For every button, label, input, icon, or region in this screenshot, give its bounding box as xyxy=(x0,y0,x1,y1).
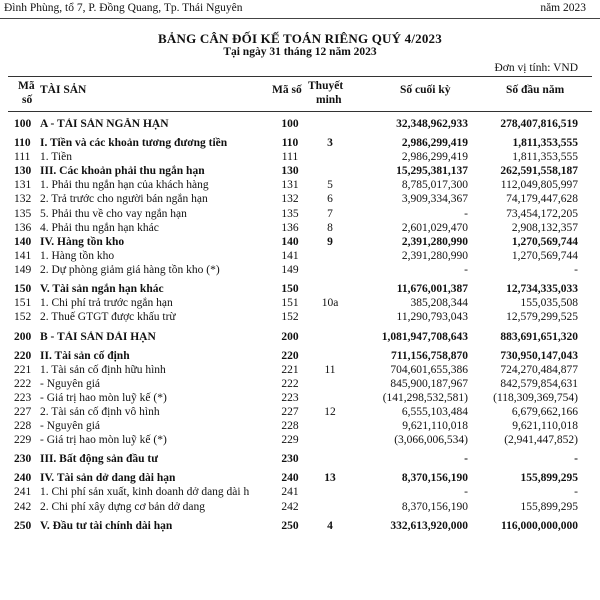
row-ma-so: 222 xyxy=(281,377,299,390)
col-header-thuyet-minh-line1: Thuyết xyxy=(308,80,344,92)
row-ma-so: 227 xyxy=(281,405,299,418)
row-ma-so: 223 xyxy=(281,391,299,404)
table-row xyxy=(0,364,600,378)
row-ma-so: 100 xyxy=(281,118,299,130)
table-row xyxy=(0,236,600,250)
row-so-cuoi-ky: - xyxy=(464,486,468,499)
table-row xyxy=(0,501,600,515)
row-so-dau-nam: 883,691,651,320 xyxy=(500,330,578,343)
row-so-dau-nam: 155,035,508 xyxy=(520,297,578,310)
row-code: 130 xyxy=(14,165,32,178)
row-code: 221 xyxy=(14,363,32,376)
row-ma-so: 230 xyxy=(281,453,299,466)
row-so-cuoi-ky: 2,986,299,419 xyxy=(401,151,468,163)
row-so-cuoi-ky: 11,290,793,043 xyxy=(396,311,468,324)
row-so-dau-nam: 112,049,805,997 xyxy=(500,179,578,192)
row-so-cuoi-ky: 32,348,962,933 xyxy=(396,118,468,130)
row-thuyet-minh: 9 xyxy=(327,235,333,248)
row-code: 222 xyxy=(14,377,32,390)
row-so-cuoi-ky: (3,066,006,534) xyxy=(394,434,468,447)
row-so-cuoi-ky: 2,601,029,470 xyxy=(401,221,468,234)
table-row xyxy=(0,151,600,165)
table-row xyxy=(0,392,600,406)
row-ma-so: 135 xyxy=(281,207,299,220)
col-header-ma-so-line2: số xyxy=(22,94,33,106)
page-subtitle: Tại ngày 31 tháng 12 năm 2023 xyxy=(223,46,377,58)
row-item-name: 2. Chi phí xây dựng cơ bản dở dang xyxy=(40,500,205,513)
row-code: 152 xyxy=(14,311,32,324)
row-code: 131 xyxy=(14,179,32,192)
table-row xyxy=(0,193,600,207)
row-ma-so: 229 xyxy=(281,434,299,447)
page-title: BẢNG CÂN ĐỐI KẾ TOÁN RIÊNG QUÝ 4/2023 xyxy=(158,31,442,46)
row-thuyet-minh: 7 xyxy=(327,207,333,220)
row-thuyet-minh: 12 xyxy=(324,405,336,418)
row-so-cuoi-ky: 8,370,156,190 xyxy=(401,472,468,485)
table-header-bottom-rule xyxy=(8,111,592,112)
table-row xyxy=(0,250,600,264)
row-item-name: 2. Trả trước cho người bán ngắn hạn xyxy=(40,193,208,206)
row-item-name: I. Tiền và các khoản tương đương tiền xyxy=(40,137,228,149)
row-ma-so: 149 xyxy=(281,264,299,277)
row-code: 150 xyxy=(14,283,32,296)
row-so-cuoi-ky: 1,081,947,708,643 xyxy=(381,330,468,343)
row-ma-so: 150 xyxy=(281,283,299,296)
balance-sheet-table-body xyxy=(0,113,600,534)
col-header-so-cuoi-ky: Số cuối kỳ xyxy=(400,84,451,96)
col-header-tai-san: TÀI SẢN xyxy=(40,84,87,96)
row-thuyet-minh: 4 xyxy=(327,519,333,532)
row-so-cuoi-ky: 704,601,655,386 xyxy=(390,363,468,376)
header-divider xyxy=(0,18,600,19)
row-so-dau-nam: 9,621,110,018 xyxy=(512,420,578,433)
row-so-dau-nam: (2,941,447,852) xyxy=(504,434,578,447)
row-item-name: II. Tài sản cố định xyxy=(40,349,130,362)
col-header-so-dau-nam: Số đầu năm xyxy=(506,84,565,96)
row-so-cuoi-ky: - xyxy=(464,207,468,220)
row-code: 223 xyxy=(14,391,32,404)
row-so-dau-nam: 74,179,447,628 xyxy=(506,193,578,206)
row-item-name: - Giá trị hao mòn luỹ kế (*) xyxy=(40,434,167,447)
currency-unit: Đơn vị tính: VND xyxy=(494,62,578,74)
row-ma-so: 141 xyxy=(281,249,299,262)
row-so-dau-nam: 155,899,295 xyxy=(520,500,578,513)
row-so-dau-nam: 116,000,000,000 xyxy=(501,519,578,532)
row-ma-so: 241 xyxy=(281,486,299,499)
row-ma-so: 240 xyxy=(281,472,299,485)
row-item-name: 4. Phải thu ngắn hạn khác xyxy=(40,221,159,234)
table-row xyxy=(0,222,600,236)
row-ma-so: 151 xyxy=(281,297,299,310)
row-code: 149 xyxy=(14,264,32,277)
row-thuyet-minh: 13 xyxy=(324,472,336,485)
table-row xyxy=(0,264,600,278)
row-ma-so: 152 xyxy=(281,311,299,324)
row-so-cuoi-ky: 845,900,187,967 xyxy=(390,377,468,390)
table-row xyxy=(0,165,600,179)
row-ma-so: 132 xyxy=(281,193,299,206)
row-so-dau-nam: 12,734,335,033 xyxy=(506,283,578,296)
row-ma-so: 130 xyxy=(281,165,299,178)
table-row xyxy=(0,208,600,222)
row-item-name: 1. Chi phí trả trước ngắn hạn xyxy=(40,297,173,310)
table-header xyxy=(0,76,600,112)
row-code: 241 xyxy=(14,486,32,499)
row-so-dau-nam: 1,270,569,744 xyxy=(511,249,578,262)
row-so-dau-nam: 155,899,295 xyxy=(520,472,578,485)
table-row xyxy=(0,378,600,392)
table-row xyxy=(0,434,600,448)
row-item-name: 2. Thuế GTGT được khấu trừ xyxy=(40,311,176,324)
row-so-dau-nam: 730,950,147,043 xyxy=(500,349,578,362)
row-so-cuoi-ky: 8,370,156,190 xyxy=(401,500,468,513)
row-so-cuoi-ky: - xyxy=(464,453,468,466)
row-so-cuoi-ky: 6,555,103,484 xyxy=(401,405,468,418)
row-so-cuoi-ky: 2,986,299,419 xyxy=(401,137,468,149)
row-ma-so: 110 xyxy=(281,137,299,149)
table-row xyxy=(0,486,600,500)
row-code: 132 xyxy=(14,193,32,206)
row-thuyet-minh: 5 xyxy=(327,179,333,192)
table-row xyxy=(0,448,600,467)
row-so-dau-nam: 262,591,558,187 xyxy=(500,165,578,178)
row-item-name: IV. Tài sản dở dang dài hạn xyxy=(40,472,176,485)
row-ma-so: 228 xyxy=(281,420,299,433)
table-row xyxy=(0,297,600,311)
row-code: 151 xyxy=(14,297,32,310)
row-code: 228 xyxy=(14,420,32,433)
row-thuyet-minh: 3 xyxy=(327,137,333,149)
row-item-name: 1. Phải thu ngắn hạn của khách hàng xyxy=(40,179,209,192)
row-so-dau-nam: 6,679,662,166 xyxy=(511,405,578,418)
row-so-dau-nam: 842,579,854,631 xyxy=(500,377,578,390)
row-item-name: 2. Tài sản cố định vô hình xyxy=(40,405,160,418)
row-thuyet-minh: 8 xyxy=(327,221,333,234)
table-row xyxy=(0,278,600,297)
row-item-name: - Nguyên giá xyxy=(40,420,101,433)
row-ma-so: 140 xyxy=(281,235,299,248)
row-so-dau-nam: 12,579,299,525 xyxy=(506,311,578,324)
row-so-cuoi-ky: 385,208,344 xyxy=(410,297,468,310)
row-code: 227 xyxy=(14,405,32,418)
row-item-name: - Giá trị hao mòn luỹ kế (*) xyxy=(40,391,167,404)
table-row xyxy=(0,345,600,364)
row-item-name: B - TÀI SẢN DÀI HẠN xyxy=(40,330,156,343)
row-code: 240 xyxy=(14,472,32,485)
row-code: 111 xyxy=(14,151,31,163)
row-so-dau-nam: 1,811,353,555 xyxy=(512,137,578,149)
row-code: 230 xyxy=(14,453,32,466)
row-code: 110 xyxy=(14,137,31,149)
row-code: 135 xyxy=(14,207,32,220)
row-so-cuoi-ky: 711,156,758,870 xyxy=(391,349,468,362)
row-ma-so: 200 xyxy=(281,330,299,343)
row-so-cuoi-ky: - xyxy=(464,264,468,277)
row-ma-so: 221 xyxy=(281,363,299,376)
table-row xyxy=(0,311,600,325)
row-item-name: 5. Phải thu về cho vay ngắn hạn xyxy=(40,207,187,220)
table-row xyxy=(0,515,600,534)
row-so-dau-nam: 2,908,132,357 xyxy=(511,221,578,234)
row-thuyet-minh: 10a xyxy=(321,297,339,310)
table-row xyxy=(0,326,600,345)
row-so-dau-nam: - xyxy=(574,486,578,499)
row-thuyet-minh: 11 xyxy=(324,363,336,376)
row-so-cuoi-ky: 8,785,017,300 xyxy=(401,179,468,192)
row-item-name: A - TÀI SẢN NGẮN HẠN xyxy=(40,118,169,130)
table-row xyxy=(0,467,600,486)
row-item-name: III. Bất động sản đầu tư xyxy=(40,453,159,466)
row-so-cuoi-ky: 2,391,280,990 xyxy=(401,235,468,248)
row-so-dau-nam: - xyxy=(574,453,578,466)
row-so-dau-nam: 278,407,816,519 xyxy=(500,118,578,130)
row-item-name: - Nguyên giá xyxy=(40,377,101,390)
row-code: 136 xyxy=(14,221,32,234)
row-code: 229 xyxy=(14,434,32,447)
row-ma-so: 242 xyxy=(281,500,299,513)
table-row xyxy=(0,420,600,434)
row-so-dau-nam: 1,811,353,555 xyxy=(512,151,578,163)
col-header-ma-so-line1: Mã xyxy=(18,80,35,92)
row-code: 141 xyxy=(14,249,32,262)
row-so-cuoi-ky: 332,613,920,000 xyxy=(390,519,468,532)
row-so-dau-nam: (118,309,369,754) xyxy=(493,391,578,404)
row-so-cuoi-ky: 15,295,381,137 xyxy=(396,165,468,178)
row-thuyet-minh: 6 xyxy=(327,193,333,206)
col-header-ma-so: Mã số xyxy=(272,84,302,96)
row-item-name: 2. Dự phòng giảm giá hàng tồn kho (*) xyxy=(40,264,220,277)
row-item-name: V. Tài sản ngắn hạn khác xyxy=(40,283,164,296)
table-row xyxy=(0,132,600,151)
table-row xyxy=(0,113,600,132)
row-code: 200 xyxy=(14,330,32,343)
company-address: Đình Phùng, tổ 7, P. Đồng Quang, Tp. Thái Nguyên xyxy=(4,2,243,14)
row-item-name: 1. Tiền xyxy=(40,151,72,163)
row-ma-so: 250 xyxy=(281,519,299,532)
row-ma-so: 111 xyxy=(281,151,299,163)
row-item-name: 1. Tài sản cố định hữu hình xyxy=(40,363,166,376)
row-ma-so: 131 xyxy=(281,179,299,192)
row-so-dau-nam: 1,270,569,744 xyxy=(511,235,578,248)
header-year: năm 2023 xyxy=(540,2,586,14)
row-code: 242 xyxy=(14,500,32,513)
table-row xyxy=(0,179,600,193)
row-item-name: IV. Hàng tồn kho xyxy=(40,235,125,248)
row-item-name: V. Đầu tư tài chính dài hạn xyxy=(40,519,173,532)
col-header-thuyet-minh-line2: minh xyxy=(316,94,342,106)
row-so-dau-nam: 724,270,484,877 xyxy=(500,363,578,376)
table-row xyxy=(0,406,600,420)
row-so-dau-nam: - xyxy=(574,264,578,277)
row-code: 140 xyxy=(14,235,32,248)
row-code: 100 xyxy=(14,118,32,130)
row-code: 250 xyxy=(14,519,32,532)
row-so-cuoi-ky: 11,676,001,387 xyxy=(396,283,468,296)
row-code: 220 xyxy=(14,349,32,362)
row-so-cuoi-ky: 9,621,110,018 xyxy=(402,420,468,433)
row-item-name: III. Các khoản phải thu ngắn hạn xyxy=(40,165,205,178)
row-item-name: 1. Chi phí sản xuất, kinh doanh dở dang dài h xyxy=(40,486,250,499)
row-so-cuoi-ky: 3,909,334,367 xyxy=(401,193,468,206)
row-so-cuoi-ky: (141,298,532,581) xyxy=(382,391,468,404)
row-ma-so: 220 xyxy=(281,349,299,362)
row-ma-so: 136 xyxy=(281,221,299,234)
row-item-name: 1. Hàng tồn kho xyxy=(40,249,115,262)
row-so-dau-nam: 73,454,172,205 xyxy=(506,207,578,220)
row-so-cuoi-ky: 2,391,280,990 xyxy=(401,249,468,262)
